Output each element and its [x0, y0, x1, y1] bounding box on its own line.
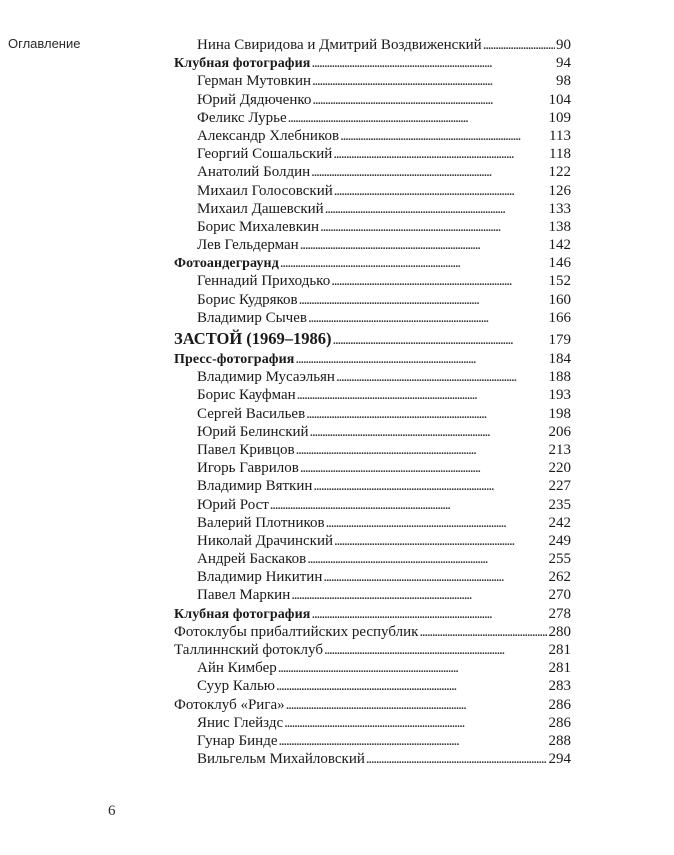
toc-section-entry[interactable]: [174, 605, 571, 623]
toc-entry[interactable]: [174, 109, 571, 127]
dot-leader: [331, 272, 547, 290]
dot-leader: [325, 200, 548, 218]
toc-entry[interactable]: [174, 182, 571, 200]
toc-entry-page-number: 146: [548, 255, 571, 272]
dot-leader: [419, 623, 547, 641]
dot-leader: [333, 145, 548, 163]
toc-entry-title: Александр Хлебников: [197, 127, 340, 144]
toc-entry-page-number: 98: [556, 73, 571, 90]
dot-leader: [299, 291, 548, 309]
toc-entry-title: Владимир Никитин: [197, 569, 323, 586]
toc-entry[interactable]: [174, 550, 571, 568]
toc-entry-page-number: 283: [548, 678, 571, 695]
toc-entry-title: Михаил Голосовский: [197, 182, 333, 199]
toc-entry[interactable]: [174, 441, 571, 459]
toc-entry[interactable]: [174, 732, 571, 750]
dot-leader: [297, 386, 548, 404]
toc-entry-page-number: 94: [556, 55, 571, 72]
toc-entry-page-number: 262: [548, 569, 571, 586]
toc-entry-page-number: 242: [548, 514, 571, 531]
dot-leader: [288, 109, 548, 127]
dot-leader: [312, 91, 547, 109]
dot-leader: [276, 677, 547, 695]
dot-leader: [311, 605, 547, 623]
toc-entry[interactable]: [174, 514, 571, 532]
toc-entry-page-number: 270: [548, 587, 571, 604]
dot-leader: [284, 714, 547, 732]
dot-leader: [311, 163, 547, 181]
dot-leader: [312, 72, 555, 90]
dot-leader: [280, 254, 548, 272]
toc-entry-title: Фотоклуб «Рига»: [174, 696, 285, 713]
toc-entry[interactable]: [174, 309, 571, 327]
toc-entry[interactable]: [174, 36, 571, 54]
toc-entry-page-number: 133: [548, 200, 571, 217]
toc-entry-title: Гунар Бинде: [197, 732, 278, 749]
toc-entry-title: Геннадий Приходько: [197, 273, 331, 290]
toc-entry-page-number: 220: [548, 460, 571, 477]
toc-entry-page-number: 294: [548, 751, 571, 768]
dot-leader: [326, 514, 548, 532]
toc-entry-title: Владимир Сычев: [197, 309, 307, 326]
toc-entry[interactable]: [174, 218, 571, 236]
toc-entry-title: Борис Михалевкин: [197, 218, 320, 235]
dot-leader: [483, 36, 555, 54]
toc-entry[interactable]: [174, 477, 571, 495]
toc-entry-title: Таллиннский фотоклуб: [174, 642, 323, 658]
dot-leader: [295, 350, 547, 368]
dot-leader: [278, 659, 548, 677]
dot-leader: [313, 477, 547, 495]
dot-leader: [300, 236, 548, 254]
toc-entry-page-number: 188: [548, 369, 571, 386]
toc-entry-page-number: 213: [548, 441, 571, 458]
dot-leader: [306, 405, 547, 423]
dot-leader: [291, 586, 547, 604]
toc-entry-title: Феликс Лурье: [197, 109, 287, 126]
toc-entry-page-number: 198: [548, 405, 571, 422]
toc-entry-title: Пресс-фотография: [174, 352, 295, 367]
toc-entry-page-number: 288: [548, 732, 571, 749]
toc-entry-page-number: 142: [548, 237, 571, 254]
toc-entry-title: Юрий Белинский: [197, 423, 309, 440]
toc-section-entry[interactable]: [174, 696, 571, 714]
toc-entry-page-number: 104: [548, 91, 571, 108]
toc-entry[interactable]: [174, 423, 571, 441]
toc-entry-title: Анатолий Болдин: [197, 164, 311, 181]
dot-leader: [336, 368, 548, 386]
toc-entry-title: Янис Глейздс: [197, 714, 284, 731]
toc-entry-title: Нина Свиридова и Дмитрий Воздвиженский: [197, 37, 482, 53]
running-head: Оглавление: [8, 36, 81, 51]
toc-entry[interactable]: [174, 163, 571, 181]
toc-entry[interactable]: [174, 496, 571, 514]
toc-entry[interactable]: [174, 272, 571, 290]
toc-entry-title: Игорь Гаврилов: [197, 460, 299, 477]
toc-entry[interactable]: [174, 145, 571, 163]
toc-entry-page-number: 126: [548, 182, 571, 199]
toc-entry[interactable]: [174, 386, 571, 404]
toc-entry-page-number: 166: [548, 309, 571, 326]
toc-entry-page-number: 109: [548, 109, 571, 126]
toc-entry[interactable]: [174, 677, 571, 695]
toc-entry-page-number: 286: [548, 696, 571, 713]
dot-leader: [340, 127, 548, 145]
dot-leader: [300, 459, 548, 477]
toc-entry-title: Клубная фотография: [174, 606, 311, 622]
dot-leader: [286, 696, 548, 714]
toc-entry-page-number: 227: [548, 478, 571, 495]
dot-leader: [334, 182, 548, 200]
toc-section-entry[interactable]: [174, 327, 571, 350]
toc-entry[interactable]: [174, 200, 571, 218]
toc-entry-page-number: 179: [548, 332, 571, 348]
toc-entry[interactable]: [174, 72, 571, 90]
toc-entry[interactable]: [174, 127, 571, 145]
toc-entry[interactable]: [174, 568, 571, 586]
toc-entry-title: Валерий Плотников: [197, 514, 325, 531]
toc-entry[interactable]: [174, 750, 571, 768]
toc-entry-title: Вильгельм Михайловский: [197, 751, 365, 768]
toc-entry-title: Сергей Васильев: [197, 405, 306, 422]
toc-entry-page-number: 193: [548, 387, 571, 404]
toc-entry[interactable]: [174, 91, 571, 109]
toc-entry-title: Николай Драчинский: [197, 532, 333, 549]
toc-entry[interactable]: [174, 236, 571, 254]
toc-entry-title: Лев Гельдерман: [197, 237, 299, 254]
toc-entry-title: Георгий Сошальский: [197, 146, 333, 163]
toc-entry-page-number: 255: [548, 551, 571, 568]
toc-entry-page-number: 118: [549, 146, 571, 163]
toc-entry-page-number: 280: [548, 623, 571, 640]
dot-leader: [307, 550, 547, 568]
toc-section-entry[interactable]: [174, 623, 571, 641]
toc-entry[interactable]: [174, 459, 571, 477]
dot-leader: [323, 568, 547, 586]
dot-leader: [311, 54, 555, 72]
toc-entry-page-number: 249: [548, 532, 571, 549]
toc-entry-page-number: 235: [548, 496, 571, 513]
page-number: 6: [108, 803, 116, 819]
toc-entry-page-number: 160: [548, 291, 571, 308]
dot-leader: [324, 641, 548, 659]
toc-entry-page-number: 122: [548, 164, 571, 181]
toc-entry-page-number: 138: [548, 218, 571, 235]
toc-section-entry[interactable]: [174, 254, 571, 272]
toc-entry[interactable]: [174, 532, 571, 550]
dot-leader: [296, 441, 548, 459]
toc-entry[interactable]: [174, 659, 571, 677]
toc-entry[interactable]: [174, 714, 571, 732]
toc-entry[interactable]: [174, 291, 571, 309]
toc-section-entry[interactable]: [174, 54, 571, 72]
table-of-contents: [174, 36, 571, 768]
toc-entry-title: Борис Кудряков: [197, 291, 298, 308]
dot-leader: [320, 218, 547, 236]
toc-entry-page-number: 152: [548, 273, 571, 290]
toc-entry[interactable]: [174, 586, 571, 604]
dot-leader: [366, 750, 548, 768]
toc-entry[interactable]: [174, 405, 571, 423]
toc-entry-page-number: 113: [549, 127, 571, 144]
toc-entry-page-number: 281: [548, 642, 571, 658]
toc-entry-title: Борис Кауфман: [197, 387, 296, 404]
toc-entry-title: Фотоандеграунд: [174, 256, 279, 272]
toc-entry-title: Суур Калью: [197, 678, 276, 695]
toc-entry-page-number: 278: [548, 605, 571, 622]
toc-entry-page-number: 184: [548, 351, 571, 367]
toc-entry-title: Павел Маркин: [197, 587, 291, 604]
toc-entry[interactable]: [174, 368, 571, 386]
toc-section-entry[interactable]: [174, 641, 571, 659]
toc-entry-title: Владимир Вяткин: [197, 478, 313, 495]
toc-entry-title: Герман Мутовкин: [197, 73, 312, 90]
toc-entry-title: Владимир Мусаэльян: [197, 369, 335, 386]
dot-leader: [310, 423, 548, 441]
toc-entry-page-number: 281: [548, 660, 571, 677]
toc-entry-page-number: 206: [548, 423, 571, 440]
toc-entry-title: Клубная фотография: [174, 56, 311, 72]
dot-leader: [334, 532, 548, 550]
toc-entry-page-number: 286: [548, 714, 571, 731]
toc-entry-title: Фотоклубы прибалтийских республик: [174, 623, 419, 640]
toc-entry-title: Юрий Рост: [197, 496, 269, 513]
toc-entry-title: Айн Кимбер: [197, 660, 277, 677]
toc-entry-title: Андрей Баскаков: [197, 551, 307, 568]
dot-leader: [279, 732, 548, 750]
toc-entry-title: Михаил Дашевский: [197, 200, 324, 217]
toc-entry-title: Павел Кривцов: [197, 441, 295, 458]
toc-section-entry[interactable]: [174, 350, 571, 368]
toc-entry-title: Юрий Дядюченко: [197, 91, 312, 108]
toc-entry-title: ЗАСТОЙ (1969–1986): [174, 329, 332, 348]
dot-leader: [333, 329, 548, 352]
dot-leader: [270, 496, 548, 514]
dot-leader: [308, 309, 548, 327]
toc-entry-page-number: 90: [556, 37, 571, 53]
